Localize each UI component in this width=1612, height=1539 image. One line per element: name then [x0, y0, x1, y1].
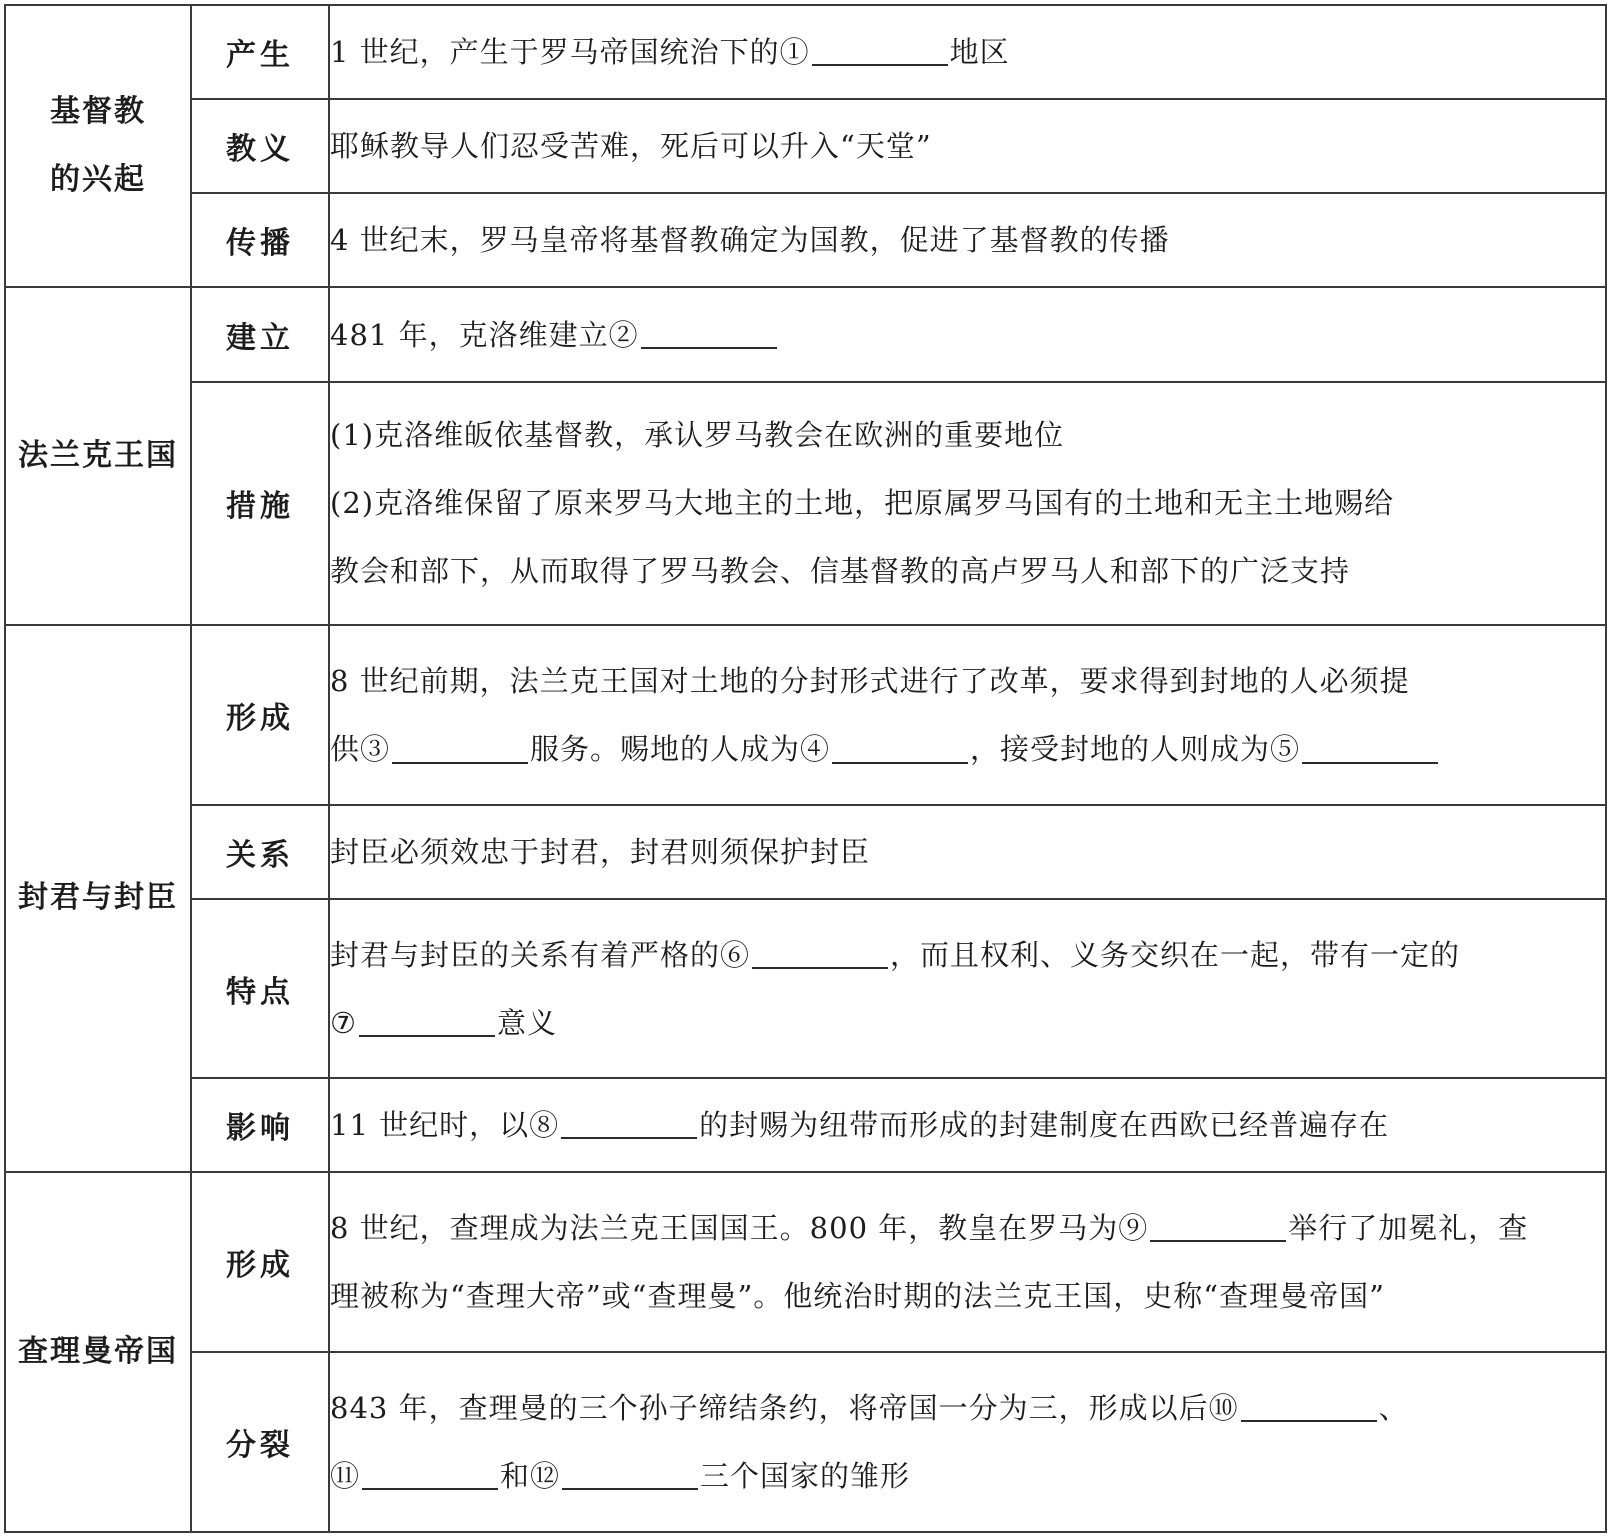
row-content: 封臣必须效忠于封君，封君则须保护封臣 — [329, 805, 1606, 899]
row-label: 分裂 — [191, 1352, 329, 1532]
row-content: 耶稣教导人们忍受苦难，死后可以升入“天堂” — [329, 99, 1606, 193]
row-content: (1)克洛维皈依基督教，承认罗马教会在欧洲的重要地位 (2)克洛维保留了原来罗马大地主的土地，把原属罗马国有的土地和无主土地赐给 教会和部下，从而取得了罗马教会、信基督教的高卢罗马人和部下的广泛支持 — [329, 382, 1606, 626]
content-line: ⑪ 和⑫ 三个国家的雏形 — [330, 1442, 1605, 1510]
content-line: 481 年，克洛维建立② — [330, 301, 1605, 369]
row-content: 4 世纪末，罗马皇帝将基督教确定为国教，促进了基督教的传播 — [329, 193, 1606, 287]
table-row — [5, 99, 1606, 193]
table-row — [5, 382, 1606, 626]
table-row — [5, 287, 1606, 381]
answer-blank — [1241, 1388, 1377, 1422]
table-row — [5, 1172, 1606, 1352]
content-line: 供③ 服务。赐地的人成为④ ，接受封地的人则成为⑤ — [330, 715, 1605, 783]
content-line: 封君与封臣的关系有着严格的⑥ ，而且权利、义务交织在一起，带有一定的 — [330, 921, 1605, 989]
answer-blank — [1150, 1208, 1286, 1242]
row-content — [329, 899, 1606, 1077]
answer-blank — [562, 1456, 698, 1490]
answer-blank — [832, 730, 968, 764]
table-row — [5, 899, 1606, 1077]
row-content — [329, 287, 1606, 381]
row-content: 8 世纪前期，法兰克王国对土地的分封形式进行了改革，要求得到封地的人必须提 供③ 服务。赐地的人成为④ ，接受封地的人则成为⑤ — [329, 625, 1606, 805]
answer-blank — [812, 33, 948, 67]
table-row — [5, 193, 1606, 287]
content-line: 843 年，查理曼的三个孙子缔结条约，将帝国一分为三，形成以后⑩ 、 — [330, 1374, 1605, 1442]
answer-blank — [362, 1456, 498, 1490]
table-row — [5, 625, 1606, 805]
content-line: 8 世纪，查理成为法兰克王国国王。800 年，教皇在罗马为⑨ 举行了加冕礼，查 — [330, 1194, 1605, 1262]
answer-blank — [1302, 730, 1438, 764]
row-label: 形成 — [191, 625, 329, 805]
row-label: 特点 — [191, 899, 329, 1077]
row-label: 措施 — [191, 382, 329, 626]
row-content — [329, 1078, 1606, 1172]
table-row — [5, 5, 1606, 99]
row-content — [329, 5, 1606, 99]
table-row — [5, 1078, 1606, 1172]
row-label: 形成 — [191, 1172, 329, 1352]
content-line: ⑦ 意义 — [330, 989, 1605, 1057]
content-line: 1 世纪，产生于罗马帝国统治下的① 地区 — [330, 18, 1605, 86]
row-label: 教义 — [191, 99, 329, 193]
content-line: 11 世纪时，以⑧ 的封赐为纽带而形成的封建制度在西欧已经普遍存在 — [330, 1091, 1605, 1159]
row-label: 建立 — [191, 287, 329, 381]
section-title-lord-vassal: 封君与封臣 — [5, 625, 191, 1172]
answer-blank — [561, 1105, 697, 1139]
row-content — [329, 1352, 1606, 1532]
section-title-frankish-kingdom: 法兰克王国 — [5, 287, 191, 625]
section-title-carolingian-empire: 查理曼帝国 — [5, 1172, 191, 1532]
knowledge-table — [4, 4, 1607, 1533]
row-label: 影响 — [191, 1078, 329, 1172]
section-title-christianity: 基督教 的兴起 — [5, 5, 191, 287]
answer-blank — [641, 315, 777, 349]
answer-blank — [752, 935, 888, 969]
table-row — [5, 805, 1606, 899]
row-content: 8 世纪，查理成为法兰克王国国王。800 年，教皇在罗马为⑨ 举行了加冕礼，查 理被称为“查理大帝”或“查理曼”。他统治时期的法兰克王国，史称“查理曼帝国” — [329, 1172, 1606, 1352]
row-label: 关系 — [191, 805, 329, 899]
table-row — [5, 1352, 1606, 1532]
row-label: 传播 — [191, 193, 329, 287]
answer-blank — [392, 730, 528, 764]
answer-blank — [359, 1003, 495, 1037]
row-label: 产生 — [191, 5, 329, 99]
